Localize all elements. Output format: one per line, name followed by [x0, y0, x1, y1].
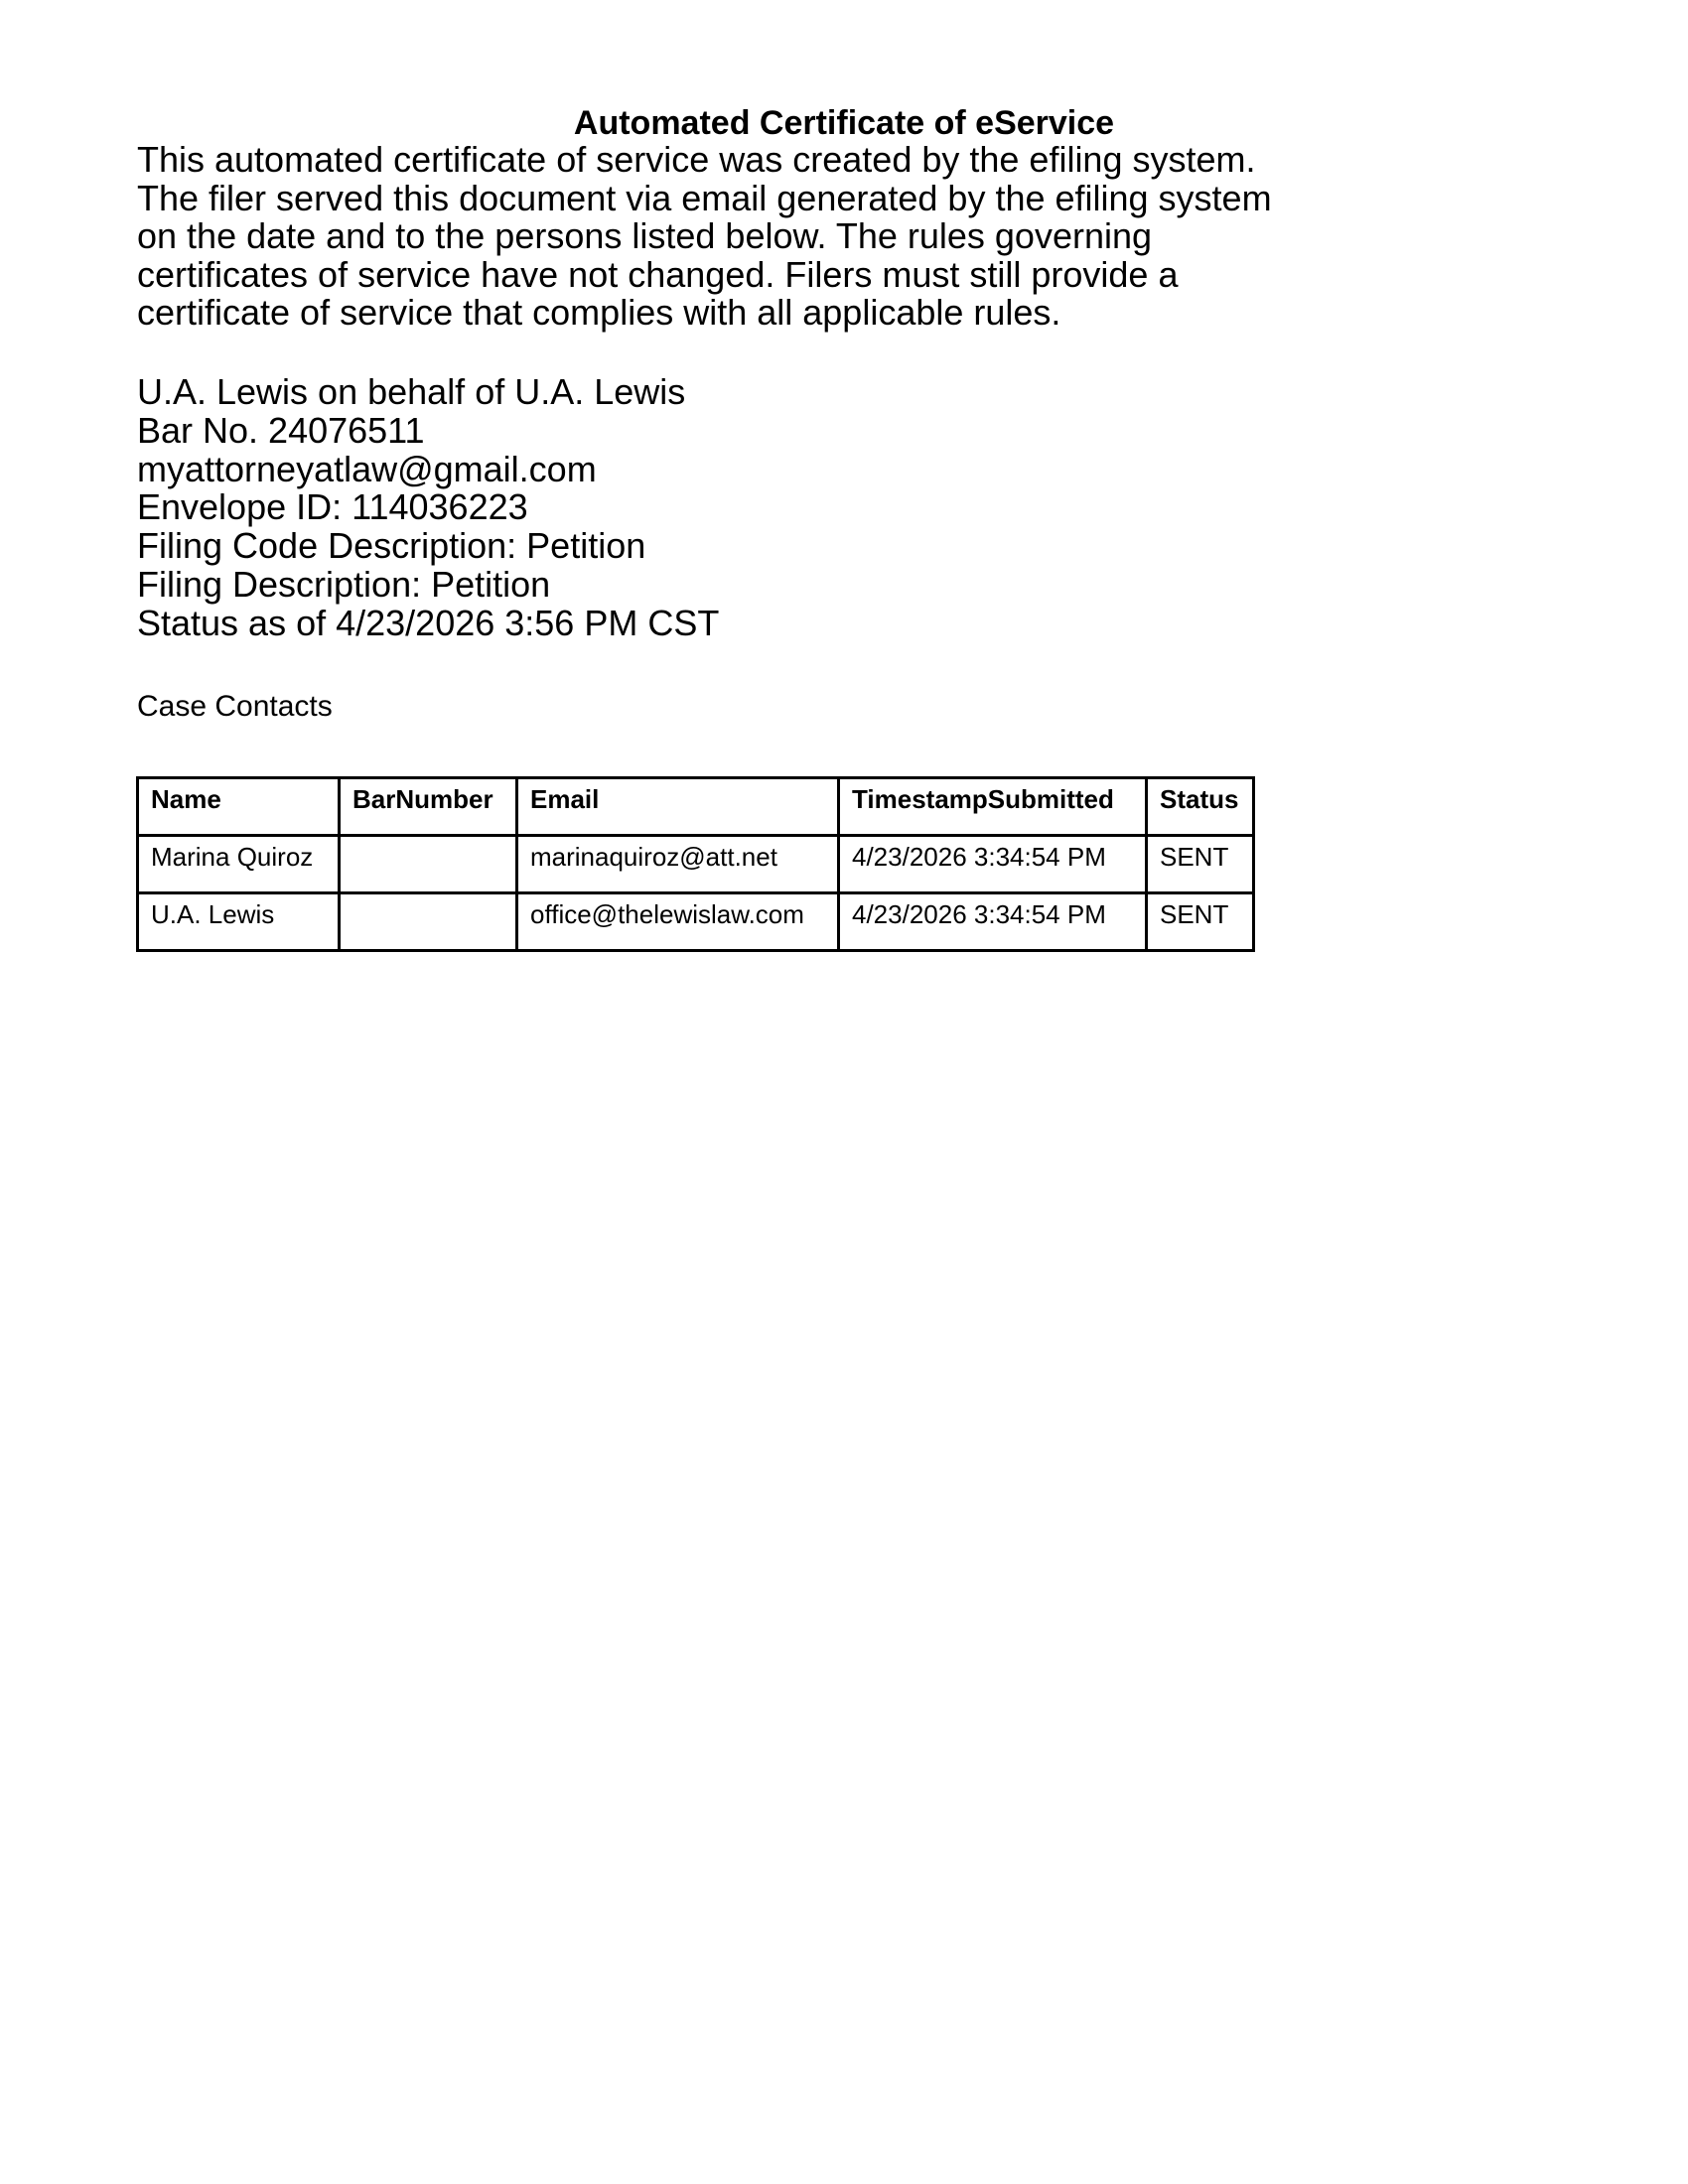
status-as-of: Status as of 4/23/2026 3:56 PM CST — [137, 602, 720, 643]
column-header-bar-number: BarNumber — [340, 778, 517, 836]
column-header-name: Name — [138, 778, 340, 836]
column-header-email: Email — [517, 778, 839, 836]
table-row — [138, 836, 1254, 893]
envelope-id: Envelope ID: 114036223 — [137, 486, 528, 528]
contact-status: SENT — [1147, 893, 1254, 951]
document-title: Automated Certificate of eService — [573, 104, 1115, 142]
contact-bar-number — [340, 893, 517, 951]
contact-status: SENT — [1147, 836, 1254, 893]
contact-name: Marina Quiroz — [138, 836, 340, 893]
intro-line: certificate of service that complies with all applicable rules. — [137, 292, 1061, 333]
intro-line: This automated certificate of service was created by the efiling system. — [137, 139, 1256, 180]
contact-email: marinaquiroz@att.net — [517, 836, 839, 893]
filer-info — [137, 373, 1428, 643]
filer-on-behalf: U.A. Lewis on behalf of U.A. Lewis — [137, 371, 686, 412]
contact-timestamp: 4/23/2026 3:34:54 PM — [839, 893, 1147, 951]
contact-bar-number — [340, 836, 517, 893]
intro-line: on the date and to the persons listed below. The rules governing — [137, 215, 1153, 256]
filing-code-description: Filing Code Description: Petition — [137, 525, 646, 567]
intro-paragraph — [137, 141, 1428, 333]
column-header-status: Status — [1147, 778, 1254, 836]
contact-name: U.A. Lewis — [138, 893, 340, 951]
contact-timestamp: 4/23/2026 3:34:54 PM — [839, 836, 1147, 893]
filing-description: Filing Description: Petition — [137, 563, 551, 605]
column-header-timestamp-submitted: TimestampSubmitted — [839, 778, 1147, 836]
case-contacts-label: Case Contacts — [137, 690, 333, 723]
filer-email: myattorneyatlaw@gmail.com — [137, 448, 597, 489]
case-contacts-table — [136, 776, 1255, 952]
table-row — [138, 893, 1254, 951]
table-header-row — [138, 778, 1254, 836]
filer-bar-number: Bar No. 24076511 — [137, 409, 425, 451]
intro-line: certificates of service have not changed. Filers must still provide a — [137, 253, 1179, 295]
contact-email: office@thelewislaw.com — [517, 893, 839, 951]
intro-line: The filer served this document via email generated by the efiling system — [137, 177, 1272, 218]
